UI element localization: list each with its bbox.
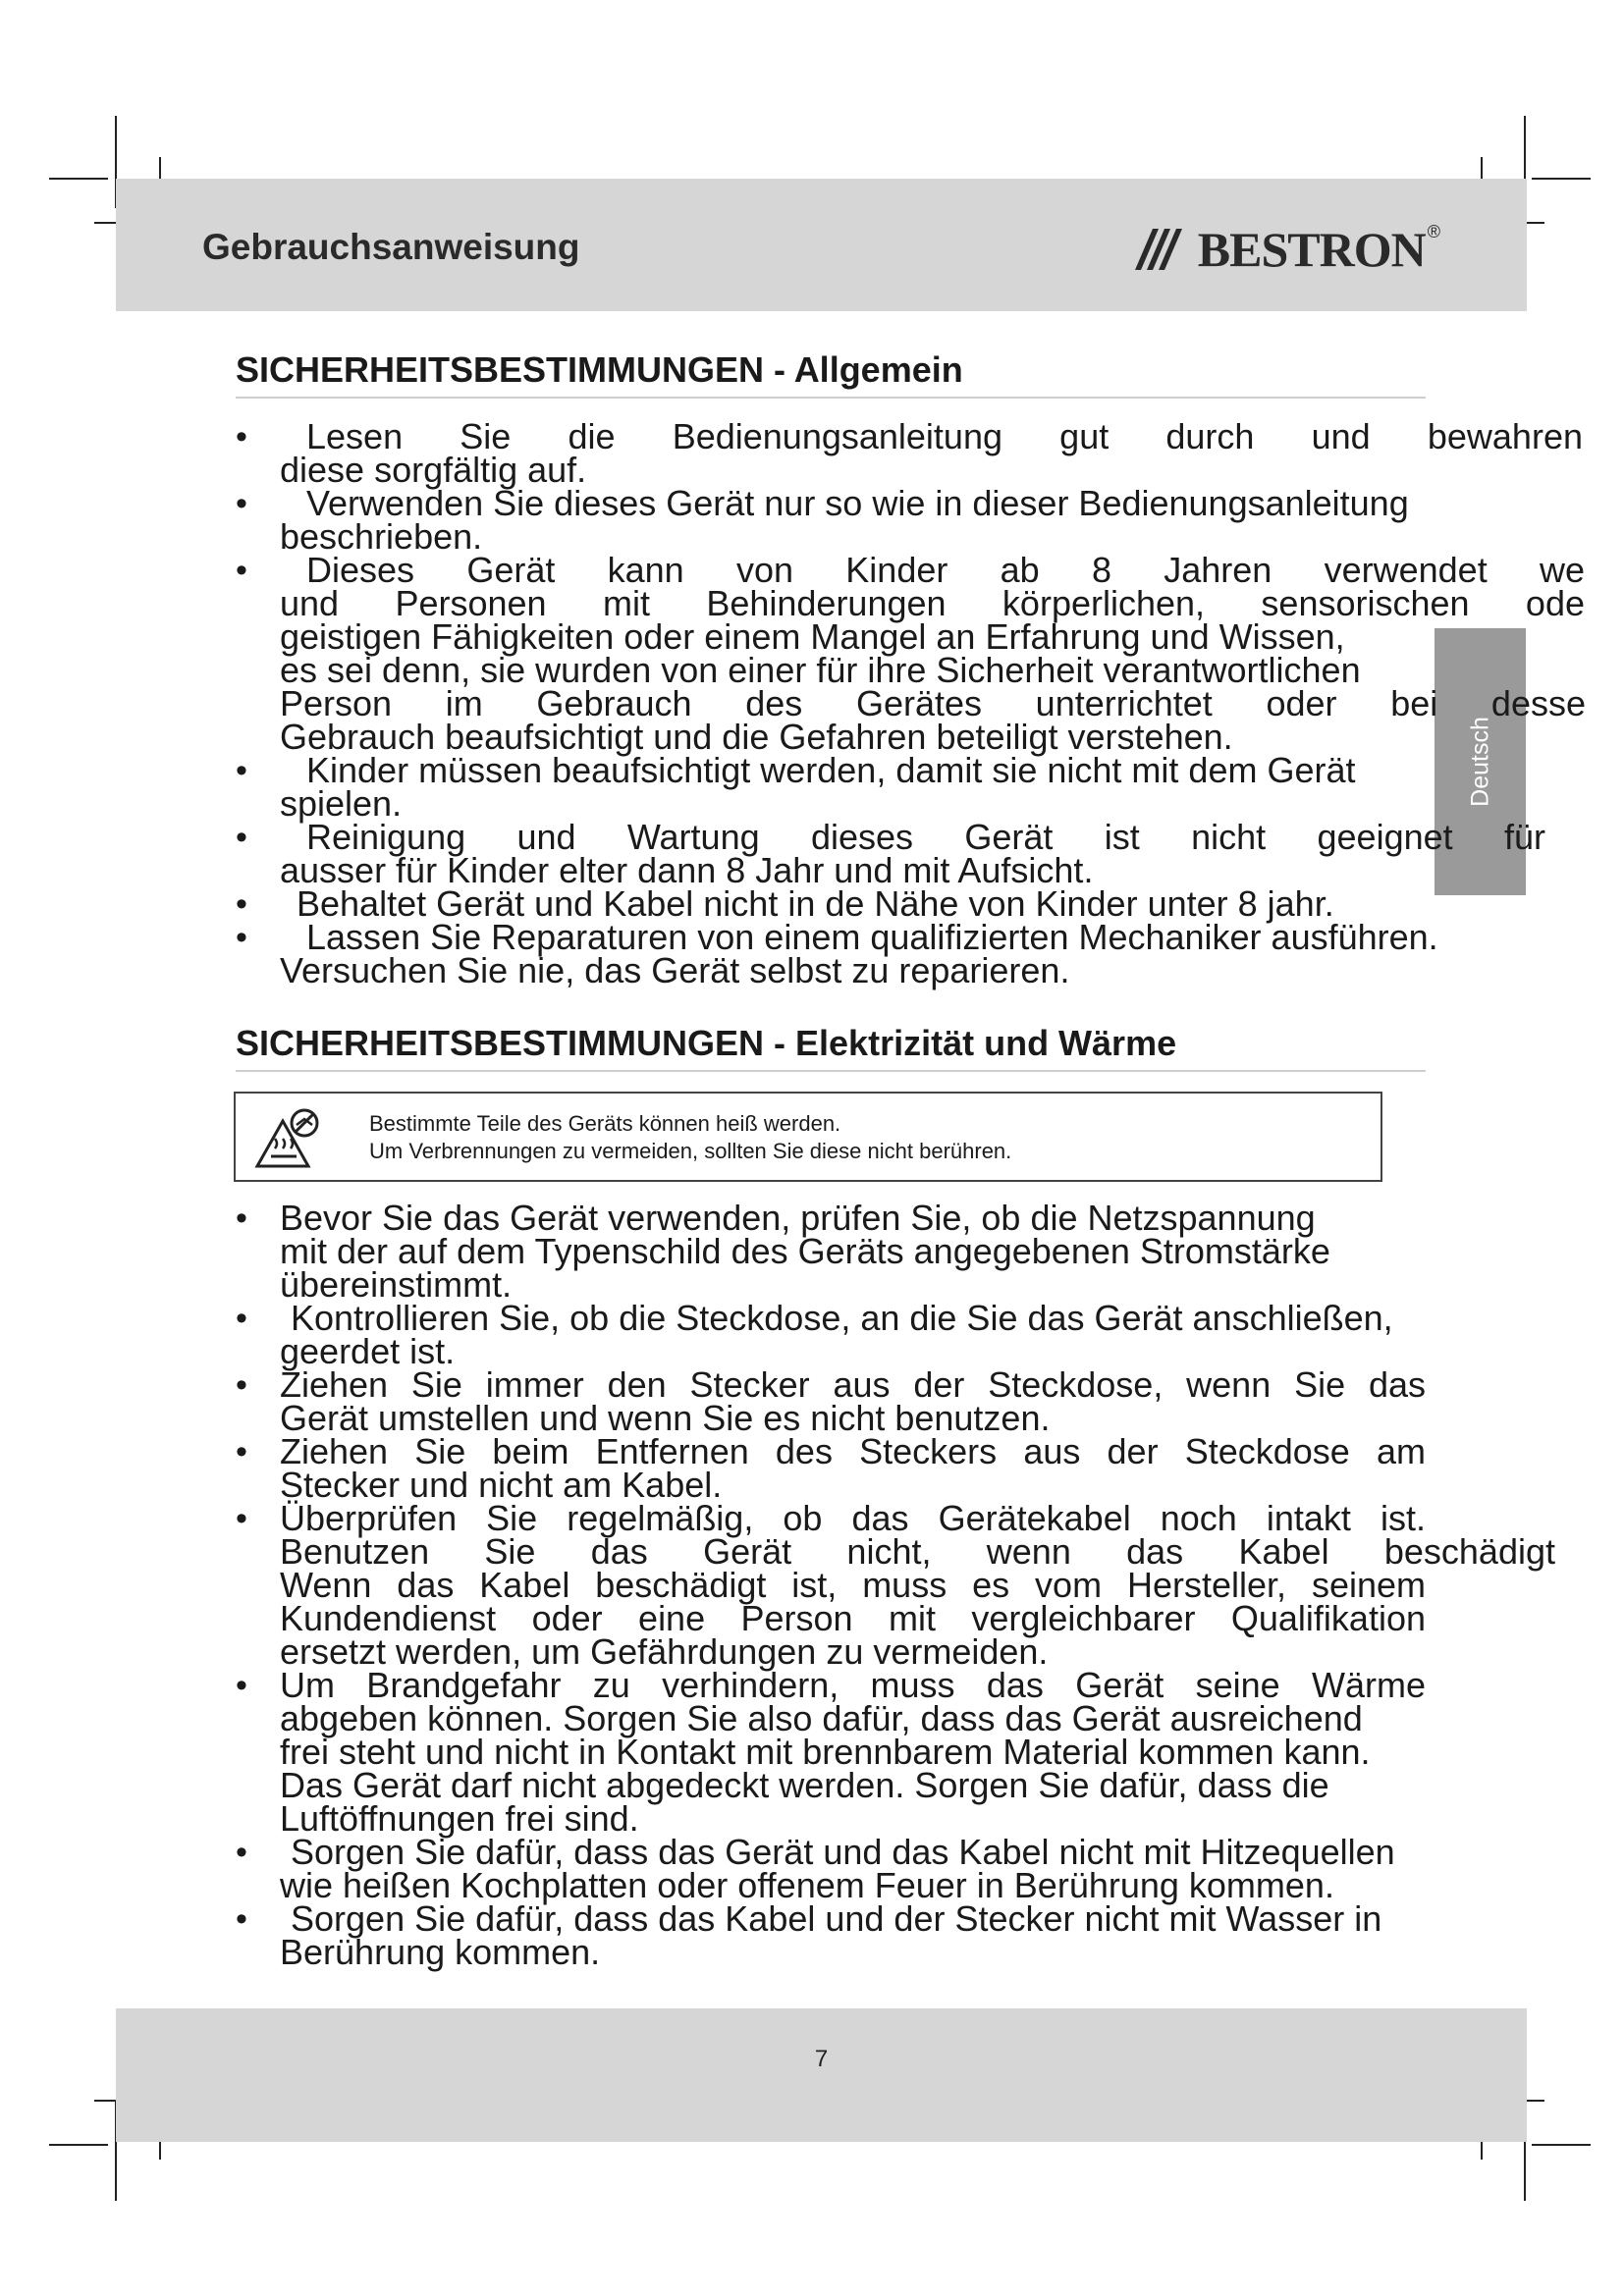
list-item-line: wie heißen Kochplatten oder offenem Feuer in Berührung kommen. — [280, 1865, 1334, 1905]
list-item-line: beschrieben. — [280, 516, 483, 557]
bullet: • — [236, 418, 247, 455]
language-tab-label: Deutsch — [1466, 717, 1493, 807]
list-item-line: Sorgen Sie dafür, dass das Kabel und der Stecker nicht mit Wasser in — [291, 1898, 1382, 1939]
list-item-line: Benutzen Sie das Gerät nicht, wenn das Kabel beschädigt — [280, 1531, 1555, 1572]
brand-logo — [1133, 222, 1440, 277]
list-item-line: spielen. — [280, 783, 403, 824]
section-heading-electricity: SICHERHEITSBESTIMMUNGEN - Elektrizität und Wärme — [236, 1023, 1177, 1063]
list-item-line: Um Brandgefahr zu verhindern, muss das Gerät seine Wärme — [280, 1665, 1426, 1705]
hot-surface-warning-icon — [253, 1103, 322, 1170]
list-item-line: Dieses Gerät kann von Kinder ab 8 Jahren verwendet we — [306, 550, 1585, 590]
list-item-line: geistigen Fähigkeiten oder einem Mangel an Erfahrung und Wissen, — [280, 616, 1345, 657]
bullet: • — [236, 1200, 247, 1237]
list-item-line: geerdet ist. — [280, 1331, 456, 1371]
list-item-line: Gerät umstellen und wenn Sie es nicht benutzen. — [280, 1398, 1051, 1438]
list-item-line: Lesen Sie die Bedienungsanleitung gut durch und bewahren — [306, 416, 1583, 456]
bullet: • — [236, 1667, 247, 1704]
bullet: • — [236, 1900, 247, 1938]
list-item-line: ausser für Kinder elter dann 8 Jahr und mit Aufsicht. — [280, 850, 1094, 890]
hot-surface-warning — [234, 1092, 1382, 1182]
document-title: Gebrauchsanweisung — [202, 227, 580, 267]
list-item-line: Kinder müssen beaufsichtigt werden, damit sie nicht mit dem Gerät — [306, 750, 1356, 790]
footer-band — [116, 2008, 1527, 2142]
list-item-line: Sorgen Sie dafür, dass das Gerät und das Kabel nicht mit Hitzequellen — [291, 1832, 1395, 1872]
bullet: • — [236, 552, 247, 589]
list-item-line: Das Gerät darf nicht abgedeckt werden. Sorgen Sie dafür, dass die — [280, 1765, 1329, 1805]
crop-mark — [49, 178, 108, 180]
bullet: • — [236, 919, 247, 956]
registered-mark: ® — [1427, 222, 1440, 241]
page-number: 7 — [814, 2046, 829, 2072]
list-item-line: Behaltet Gerät und Kabel nicht in de Nähe von Kinder unter 8 jahr. — [297, 883, 1334, 924]
list-item-line: Luftöffnungen frei sind. — [280, 1798, 639, 1839]
heading-rule — [236, 397, 1426, 399]
list-item-line: abgeben können. Sorgen Sie also dafür, dass das Gerät ausreichend — [280, 1698, 1363, 1738]
list-item-line: übereinstimmt. — [280, 1264, 513, 1305]
bullet: • — [236, 819, 247, 856]
list-item-line: Gebrauch beaufsichtigt und die Gefahren beteiligt verstehen. — [280, 717, 1233, 757]
bullet: • — [236, 1366, 247, 1404]
bullet: • — [236, 752, 247, 789]
list-item-line: diese sorgfältig auf. — [280, 450, 587, 490]
list-item-line: Überprüfen Sie regelmäßig, ob das Gerätekabel noch intakt ist. — [280, 1498, 1426, 1538]
list-item-line: und Personen mit Behinderungen körperlichen, sensorischen ode — [280, 583, 1585, 623]
bullet: • — [236, 1834, 247, 1871]
crop-mark — [1532, 2144, 1591, 2146]
bullet: • — [236, 1300, 247, 1337]
list-item-line: Person im Gebrauch des Gerätes unterrichtet oder bei desse — [280, 683, 1586, 723]
heading-rule — [236, 1070, 1426, 1072]
list-item-line: Kundendienst oder eine Person mit vergleichbarer Qualifikation — [280, 1598, 1426, 1638]
brand-chevrons-icon — [1133, 227, 1190, 272]
brand-name: BESTRON — [1197, 222, 1426, 277]
header-band — [116, 179, 1527, 311]
bullet: • — [236, 1500, 247, 1537]
bullet: • — [236, 1433, 247, 1470]
list-item-line: ersetzt werden, um Gefährdungen zu vermeiden. — [280, 1631, 1049, 1672]
warning-text-line: Bestimmte Teile des Geräts können heiß werden. — [369, 1111, 841, 1136]
list-item-line: Stecker und nicht am Kabel. — [280, 1465, 723, 1505]
bullet: • — [236, 485, 247, 522]
list-item-line: Berührung kommen. — [280, 1932, 601, 1972]
list-item-line: Ziehen Sie immer den Stecker aus der Steckdose, wenn Sie das — [280, 1364, 1426, 1405]
warning-text-line: Um Verbrennungen zu vermeiden, sollten Sie diese nicht berühren. — [369, 1139, 1012, 1163]
list-item-line: Reinigung und Wartung dieses Gerät ist nicht geeignet für — [306, 817, 1545, 857]
list-item-line: Kontrollieren Sie, ob die Steckdose, an die Sie das Gerät anschließen, — [291, 1298, 1393, 1338]
list-item-line: Versuchen Sie nie, das Gerät selbst zu reparieren. — [280, 950, 1070, 990]
list-item-line: Lassen Sie Reparaturen von einem qualifizierten Mechaniker ausführen. — [306, 917, 1438, 957]
list-item-line: es sei denn, sie wurden von einer für ihre Sicherheit verantwortlichen — [280, 650, 1361, 690]
crop-mark — [49, 2144, 108, 2146]
bullet: • — [236, 885, 247, 923]
list-item-line: Verwenden Sie dieses Gerät nur so wie in dieser Bedienungsanleitung — [306, 483, 1409, 523]
crop-mark — [1532, 178, 1591, 180]
list-item-line: Wenn das Kabel beschädigt ist, muss es vom Hersteller, seinem — [280, 1565, 1426, 1605]
list-item-line: mit der auf dem Typenschild des Geräts angegebenen Stromstärke — [280, 1231, 1330, 1271]
list-item-line: Ziehen Sie beim Entfernen des Steckers aus der Steckdose am — [280, 1431, 1426, 1471]
list-item-line: frei steht und nicht in Kontakt mit brennbarem Material kommen kann. — [280, 1732, 1371, 1772]
section-heading-general: SICHERHEITSBESTIMMUNGEN - Allgemein — [236, 349, 963, 390]
list-item-line: Bevor Sie das Gerät verwenden, prüfen Sie, ob die Netzspannung — [280, 1198, 1316, 1238]
